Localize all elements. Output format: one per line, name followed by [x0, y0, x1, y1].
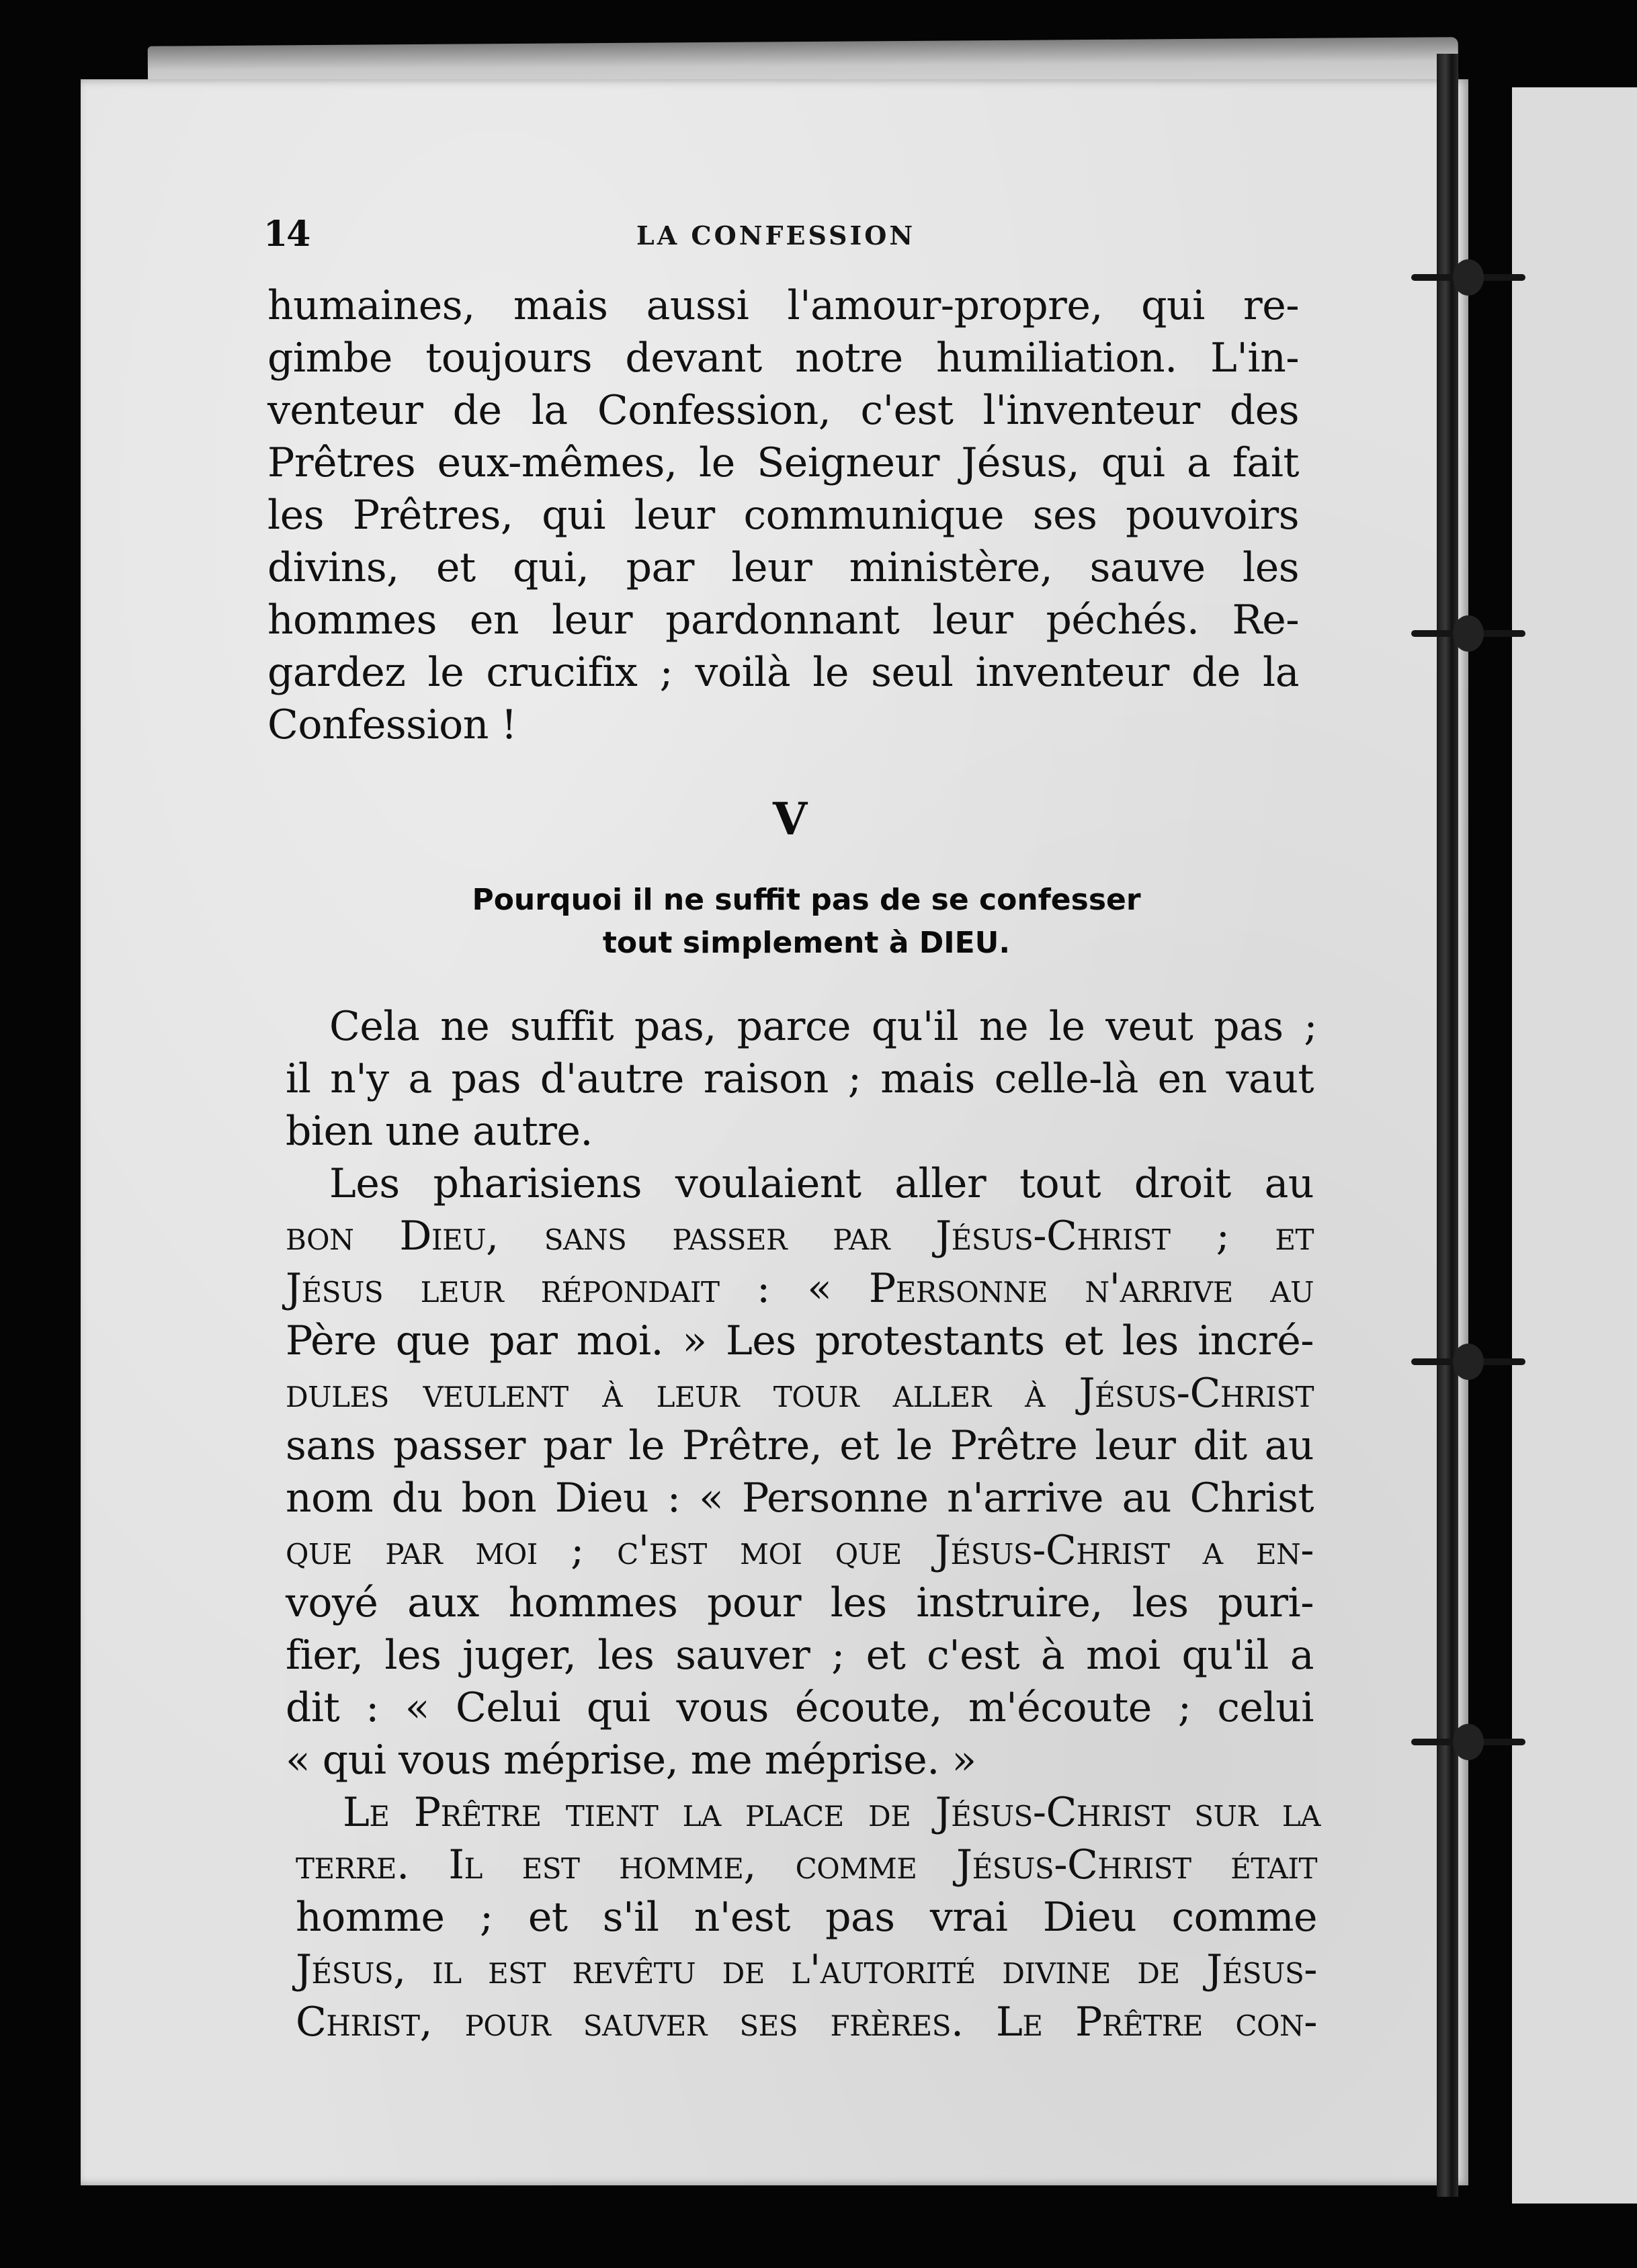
- text-line: gimbe toujours devant notre humiliation. L'in-: [267, 335, 1299, 382]
- text-line: nom du bon Dieu : « Personne n'arrive au Christ: [286, 1475, 1314, 1522]
- text-line: « qui vous méprise, me méprise. »: [286, 1737, 976, 1784]
- text-line: homme ; et s'il n'est pas vrai Dieu comme: [296, 1894, 1317, 1941]
- text-line: bien une autre.: [286, 1108, 593, 1155]
- text-line: Christ, pour sauver ses frères. Le Prêtre con-: [296, 1999, 1317, 2046]
- section-title-line: tout simplement à DIEU.: [602, 926, 1011, 960]
- section-title-line: Pourquoi il ne suffit pas de se confesser: [472, 883, 1141, 917]
- text-line: Le Prêtre tient la place de Jésus-Christ sur la: [343, 1789, 1320, 1836]
- text-line: sans passer par le Prêtre, et le Prêtre leur dit au: [286, 1422, 1314, 1469]
- page-number: 14: [263, 214, 310, 255]
- text-line: que par moi ; c'est moi que Jésus-Christ a en-: [286, 1527, 1314, 1574]
- text-line: dules veulent à leur tour aller à Jésus-Christ: [286, 1370, 1314, 1417]
- text-line: Les pharisiens voulaient aller tout droit au: [329, 1160, 1314, 1207]
- text-line: voyé aux hommes pour les instruire, les puri-: [286, 1579, 1314, 1626]
- text-line: Jésus, il est revêtu de l'autorité divine de Jésus-: [296, 1946, 1317, 1993]
- text-line: Cela ne suffit pas, parce qu'il ne le veut pas ;: [329, 1003, 1317, 1050]
- text-line: Confession !: [267, 701, 517, 748]
- book-spine: [1437, 54, 1458, 2197]
- binding-thread: [1411, 1358, 1525, 1365]
- running-head: [263, 214, 1325, 254]
- running-title: LA CONFESSION: [636, 220, 916, 251]
- text-line: gardez le crucifix ; voilà le seul inventeur de la: [267, 649, 1299, 696]
- binding-thread: [1411, 630, 1525, 637]
- text-line: les Prêtres, qui leur communique ses pouvoirs: [267, 492, 1299, 539]
- text-line: divins, et qui, par leur ministère, sauve les: [267, 544, 1299, 591]
- text-line: hommes en leur pardonnant leur péchés. Re-: [267, 597, 1299, 644]
- text-line: terre. Il est homme, comme Jésus-Christ était: [296, 1841, 1317, 1888]
- text-line: Prêtres eux-mêmes, le Seigneur Jésus, qui a fait: [267, 439, 1299, 486]
- text-line: dit : « Celui qui vous écoute, m'écoute ; celui: [286, 1684, 1314, 1731]
- section-number: V: [773, 793, 808, 845]
- text-line: Jésus leur répondait : « Personne n'arrive au: [286, 1265, 1314, 1312]
- facing-page-edge: [1512, 87, 1637, 2204]
- binding-thread: [1411, 274, 1525, 281]
- text-line: bon Dieu, sans passer par Jésus-Christ ; et: [286, 1213, 1314, 1260]
- text-line: venteur de la Confession, c'est l'inventeur des: [267, 387, 1299, 434]
- binding-thread: [1411, 1739, 1525, 1745]
- text-line: il n'y a pas d'autre raison ; mais celle-là en vaut: [286, 1055, 1314, 1102]
- text-line: humaines, mais aussi l'amour-propre, qui re-: [267, 282, 1299, 329]
- text-line: fier, les juger, les sauver ; et c'est à moi qu'il a: [286, 1632, 1314, 1679]
- text-line: Père que par moi. » Les protestants et les incré-: [286, 1317, 1314, 1364]
